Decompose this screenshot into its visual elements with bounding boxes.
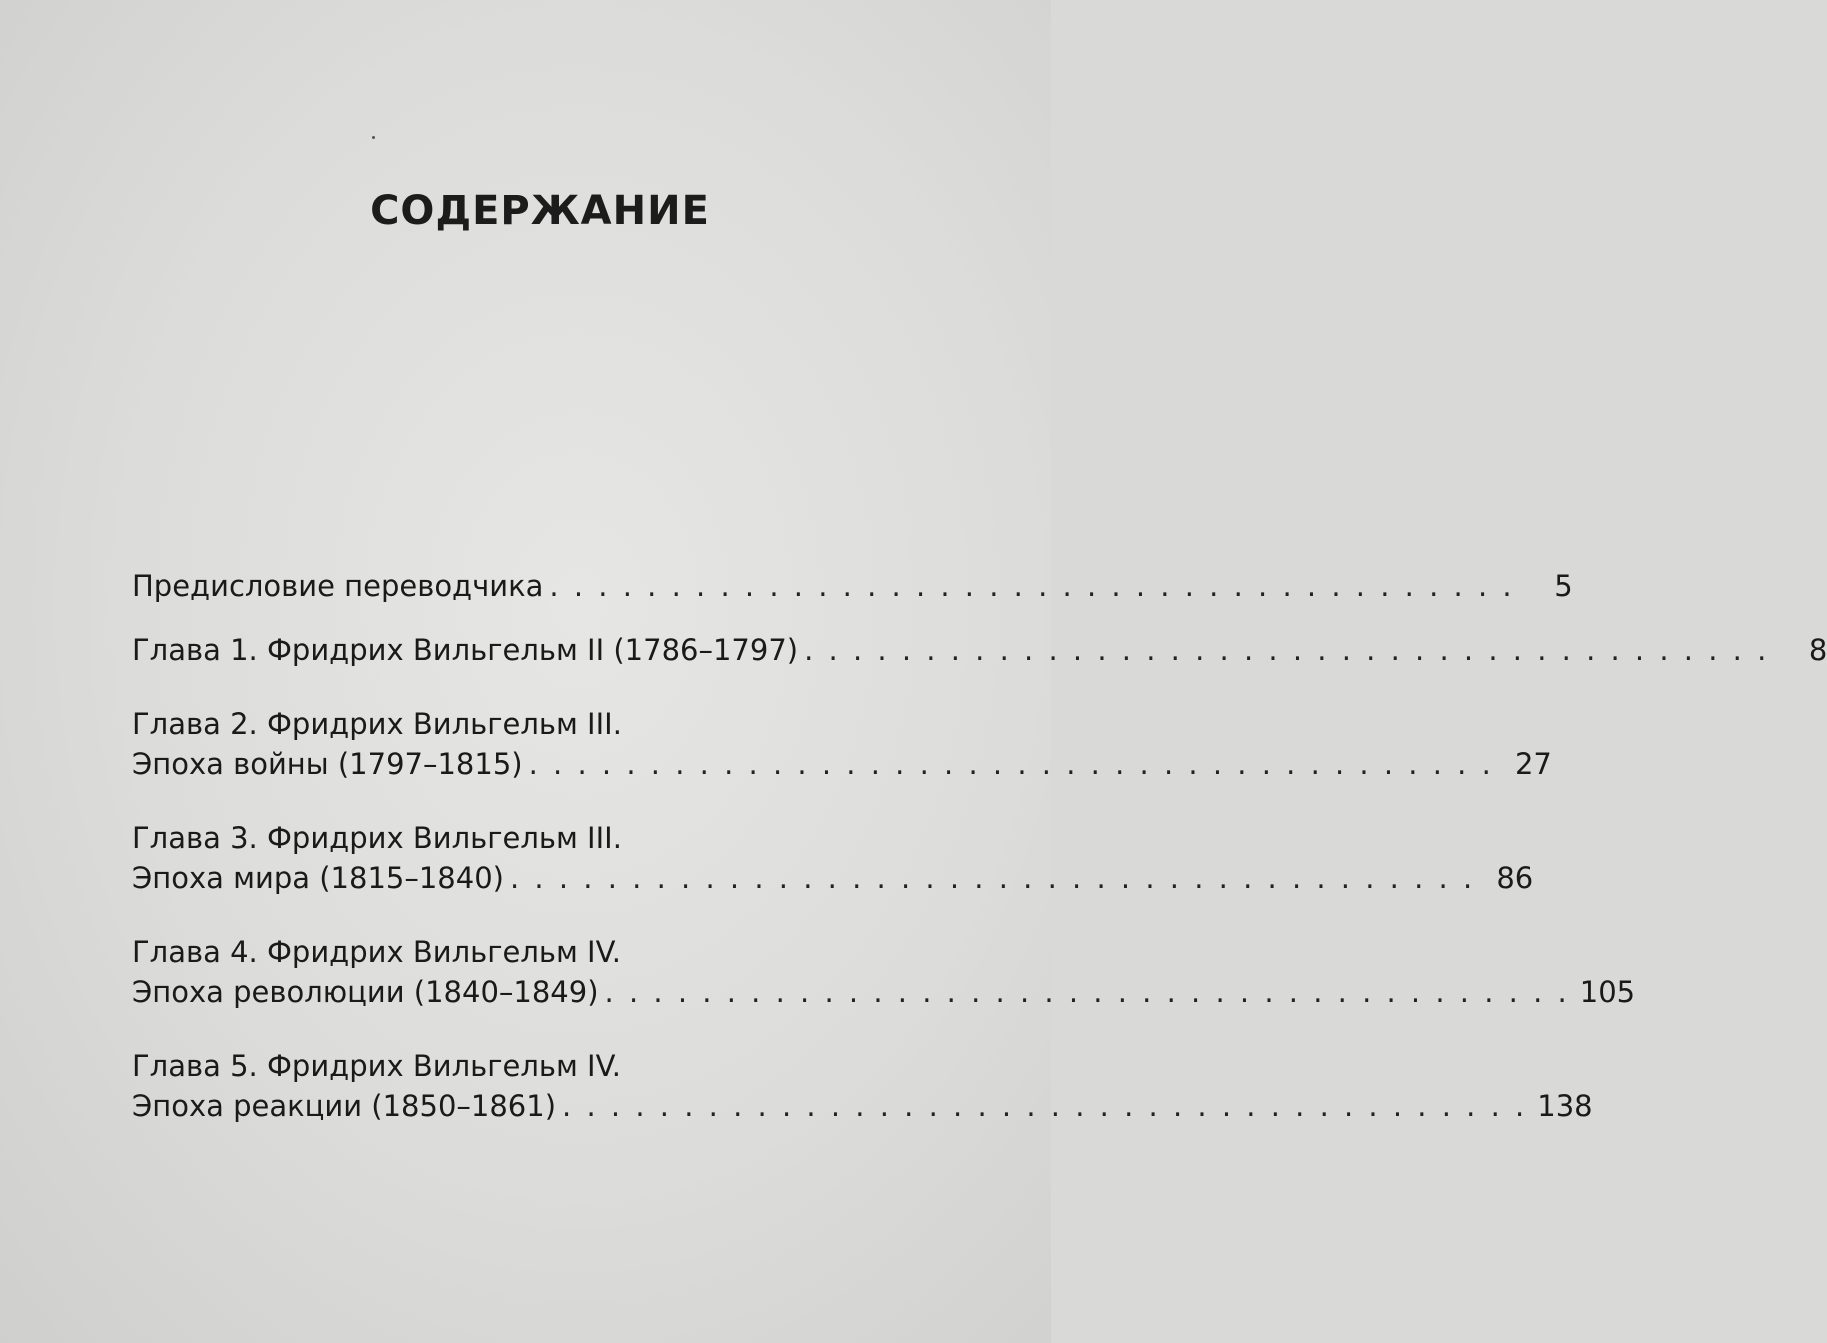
toc-entry-subtitle: Эпоха революции (1840–1849)	[132, 975, 599, 1009]
toc-entry-subtitle: Эпоха мира (1815–1840)	[132, 861, 504, 895]
toc-entry	[132, 932, 1636, 1012]
dot-leader: . . . . . . . . . . . . . . . . . . . . . . . . . . . . . . . . . . . . . . . .	[549, 569, 1515, 603]
toc-entry	[132, 630, 1827, 670]
dot-leader: . . . . . . . . . . . . . . . . . . . . . . . . . . . . . . . . . . . . . . . .	[509, 861, 1476, 895]
dot-leader: . . . . . . . . . . . . . . . . . . . . . . . . . . . . . . . . . . . . . . . .	[562, 1089, 1528, 1123]
table-of-contents	[132, 566, 1827, 1126]
dot-leader: . . . . . . . . . . . . . . . . . . . . . . . . . . . . . . . . . . . . . . . .	[604, 975, 1570, 1009]
toc-entry-title: Глава 1. Фридрих Вильгельм II (1786–1797)	[132, 633, 799, 667]
toc-entry-page: 105	[1579, 975, 1636, 1009]
toc-entry-subtitle: Эпоха войны (1797–1815)	[132, 747, 523, 781]
toc-entry	[132, 704, 1552, 784]
toc-entry-page: 5	[1554, 569, 1573, 603]
toc-entry-title: Глава 5. Фридрих Вильгельм IV.	[132, 1049, 621, 1083]
toc-entry-page: 27	[1514, 747, 1552, 781]
dot-leader: . . . . . . . . . . . . . . . . . . . . . . . . . . . . . . . . . . . . . . . .	[528, 747, 1494, 781]
toc-entry-title: Предисловие переводчика	[132, 569, 544, 603]
toc-entry-title: Глава 3. Фридрих Вильгельм III.	[132, 821, 622, 855]
toc-entry-page: 86	[1496, 861, 1534, 895]
toc-entry	[132, 1046, 1593, 1126]
paper-speck	[372, 136, 375, 139]
toc-entry	[132, 566, 1573, 606]
page-title: СОДЕРЖАНИЕ	[370, 188, 710, 234]
toc-entry-subtitle: Эпоха реакции (1850–1861)	[132, 1089, 557, 1123]
dot-leader: . . . . . . . . . . . . . . . . . . . . . . . . . . . . . . . . . . . . . . . .	[804, 633, 1770, 667]
toc-entry-title: Глава 4. Фридрих Вильгельм IV.	[132, 935, 621, 969]
toc-entry-page: 8	[1808, 633, 1827, 667]
toc-entry-page: 138	[1537, 1089, 1593, 1123]
toc-entry	[132, 818, 1534, 898]
toc-entry-title: Глава 2. Фридрих Вильгельм III.	[132, 707, 622, 741]
